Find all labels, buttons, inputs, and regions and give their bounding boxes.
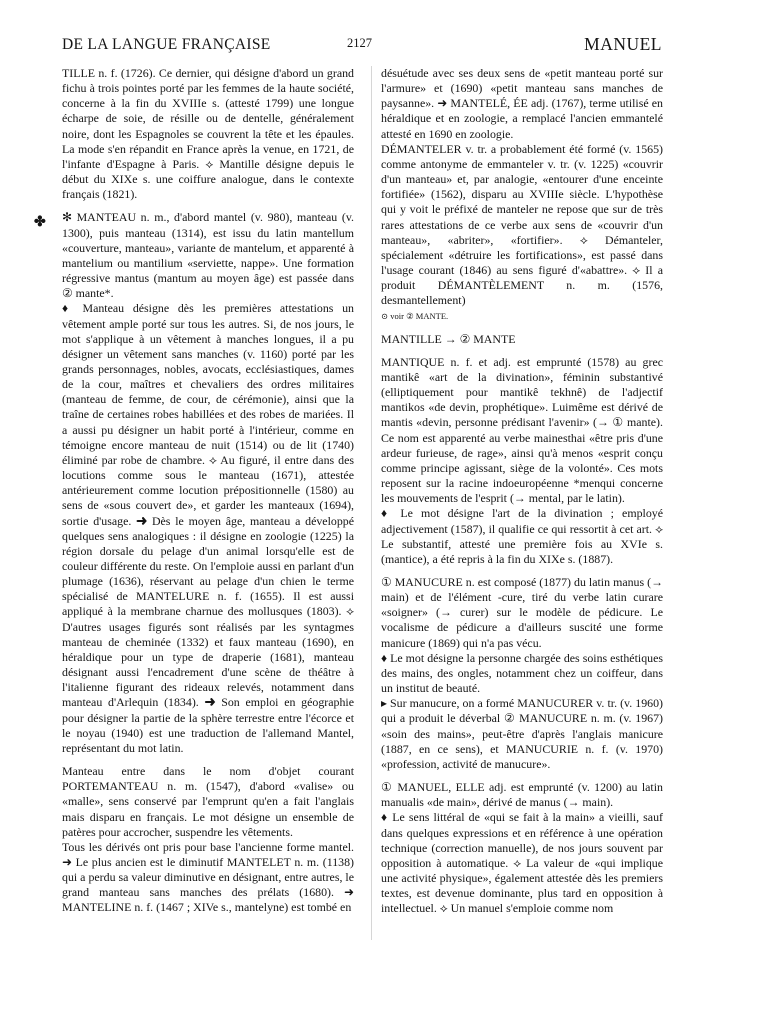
entry-mantille-continuation: TILLE n. f. (1726). Ce dernier, qui désigne d'abord un grand fichu à trois pointes porté par les femmes de la haute société, concerne à la fin du XVIIIe s. (attesté 1799) une longue écharpe de soie, de résille ou de dentelle, généralement noire, dont les Espagnoles se couvrent la tête et les épaules. La mode s'en répandit en France après la venue, en 1721, de l'infante d'Espagne à Paris. ⟡ Mantille désigne depuis le début du XIXe s. une coiffure analogue, dans le contexte français (1821). xyxy=(62,66,354,202)
page-number: 2127 xyxy=(347,36,372,50)
entry-marker-icon: ✤ xyxy=(34,215,46,230)
entry-manteau-headword: ✻ MANTEAU n. m., d'abord mantel (v. 980), manteau (v. 1300), puis manteau (1314), est issu du latin mantellum «couverture, manteau», variante de mantelum, et apparenté à mantelium ou mantilium «serviette, nappe». Une formation régressive mantus (mantum au moyen âge) est passée dans ② mante*. xyxy=(62,210,354,301)
entry-mantique-senses: ♦ Le mot désigne l'art de la divination ; employé adjectivement (1587), il qualifie ce qui ressortit à cet art. ⟡ Le substantif, attesté une première fois au XVIe s. (mantice), a été repris à la fin du XIXe s. (1887). xyxy=(381,506,663,566)
entry-manteau-senses: ♦ Manteau désigne dès les premières attestations un vêtement ample porté sur tous les autres. Si, de nos jours, le mot s'applique à un vêtement à manches longues, il a pu désigner un vêtement sans manches (v. 1160) porté par les grands personnages, nobles, avocats, ecclésiastiques, dames de la cour, maîtres et chevaliers des ordres militaires (manteau de femme, de cour, de cérémonie), ainsi que la traîne de certaines robes habillées et des robes de mariées. Il a aussi pu désigner un habit porté à l'intérieur, comme en témoigne encore manteau de nuit (1514) ou de lit (1740) éliminé par robe de chambre. ⟡ Au figuré, il entre dans des locutions comme sous le manteau (1671), attestée antérieurement comme locution prépositionnelle (1580) au sens de «sous couvert de», et garder les manteaux (1694), sortie d'usage. ➜ Dès le moyen âge, manteau a développé quelques sens analogiques : il désigne en zoologie (1225) la région dorsale du pelage d'un animal lorsqu'elle est de couleur différente du reste. On l'emploie aussi en parlant d'un plumage (1636), réservant au pelage d'un chien le terme spécialisé de MANTELURE n. f. (1655). Il est aussi appliqué à la membrane charnue des mollusques (1803). ⟡ D'autres usages figurés sont réalisés par les syntagmes manteau de cheminée (1332) et faux manteau (1690), en héraldique pour un type de draperie (1681), manteau désignant aussi l'encadrement d'une scène de théâtre à l'italienne figurant des rideaux relevés, notamment dans manteau d'Arlequin (1834). ➜ Son emploi en géographie pour désigner la partie de la sphère terrestre entre l'écorce et le noyau (1940) est une traduction de l'allemand Mantel, représentant du mot latin. xyxy=(62,301,354,755)
cross-reference-mante: ⊙ voir ② MANTE. xyxy=(381,310,449,321)
entry-portemanteau: Manteau entre dans le nom d'objet courant PORTEMANTEAU n. m. (1547), d'abord «valise» ou «malle», sens conservé par l'emprunt qu'en a fait l'anglais mais disparu en français. Le mot désigne un ensemble de patères pour accrocher, suspendre les vêtements. xyxy=(62,764,354,839)
running-head-title: DE LA LANGUE FRANÇAISE xyxy=(62,36,271,53)
entry-manuel-headword: ① MANUEL, ELLE adj. est emprunté (v. 1200) au latin manualis «de main», dérivé de manus (→ main). xyxy=(381,780,663,810)
entry-manucure-headword: ① MANUCURE n. est composé (1877) du latin manus (→ main) et de l'élément -cure, tiré du verbe latin curare «soigner» (→ curer) sur le modèle de pédicure. Le vocalisme de pédicure a d'ailleurs suscité une forme manicure (1869) qui n'a pas vécu. xyxy=(381,575,663,650)
entry-mantique-headword: MANTIQUE n. f. et adj. est emprunté (1578) au grec mantikê «art de la divination», féminin substantivé (elliptiquement pour mantikê tekhnê) de l'adjectif mantikos «de devin, prophétique». Luimême est dérivé de mantis «devin, personne prédisant l'avenir» (→ ① mante). Ce nom est apparenté au verbe mainesthai «être pris d'une ardeur furieuse, de rage», ainsi qu'à menos «esprit conçu comme principe agissant, siège de la volonté». Ces mots reposent sur la racine indoeuropéenne *menqui concerne les mouvements de l'esprit (→ mental, par le latin). xyxy=(381,354,663,506)
entry-manteau-derivatives: Tous les dérivés ont pris pour base l'ancienne forme mantel. ➜ Le plus ancien est le diminutif MANTELET n. m. (1138) qui a perdu sa valeur diminutive en désignant, entre autres, le grand manteau sans manches des prélats (1680). ➜ MANTELINE n. f. (1467 ; XIVe s., mantelyne) est tombé en xyxy=(62,839,354,915)
left-column xyxy=(62,66,354,916)
entry-manuel-senses: ♦ Le sens littéral de «qui se fait à la main» a vieilli, sauf dans quelques expressions et en référence à une opération technique (correction manuelle), de nos jours souvent par opposition à automatique. ⟡ La valeur de «qui implique une activité physique», également attestée dès les premiers textes, est devenue dominante, plus tard en opposition à intellectuel. ⟡ Un manuel s'emploie comme nom xyxy=(381,810,663,916)
column-divider xyxy=(371,66,372,940)
running-head xyxy=(62,36,662,58)
entry-mantille-crossref: MANTILLE → ② MANTE xyxy=(381,331,516,346)
running-head-keyword: MANUEL xyxy=(584,34,662,54)
entry-manteline-continuation: désuétude avec ses deux sens de «petit manteau porté sur l'armure» et (1690) «petit manteau sans manches de paysanne». ➜ MANTELÉ, ÉE adj. (1767), terme utilisé en héraldique et en zoologie, a remplacé l'ancien emmantelé attesté en 1690 en zoologie. xyxy=(381,66,663,141)
entry-demanteler: DÉMANTELER v. tr. a probablement été formé (v. 1565) comme antonyme de emmanteler v. tr. (v. 1225) «couvrir d'un manteau» et, par analogie, «entourer d'une enceinte fortifiée» (1562), disparu au XVIIIe siècle. L'hypothèse qui y voit le préfixé de manteler ne repose que sur de très rares attestations de ce verbe aux sens de «couvrir d'un manteau», «abriter», «fortifier». ⟡ Démanteler, spécialement «détruire les fortifications», est passé dans l'usage courant (1846) au sens figuré d'«abattre». ⟡ Il a produit DÉMANTÈLEMENT n. m. (1576, desmantellement) xyxy=(381,141,663,308)
entry-manucure-senses: ♦ Le mot désigne la personne chargée des soins esthétiques des mains, des ongles, notamment chez un coiffeur, dans un institut de beauté. xyxy=(381,650,663,696)
right-column xyxy=(381,66,663,916)
entry-manucurer: ▸ Sur manucure, on a formé MANUCURER v. tr. (v. 1960) qui a produit le déverbal ② MANUCURE n. m. (v. 1967) «soin des mains», peut-être d'après l'anglais manicure (1887, en ce sens), et MANUCURIE n. f. (v. 1970) «profession, activité de manucure». xyxy=(381,696,663,771)
